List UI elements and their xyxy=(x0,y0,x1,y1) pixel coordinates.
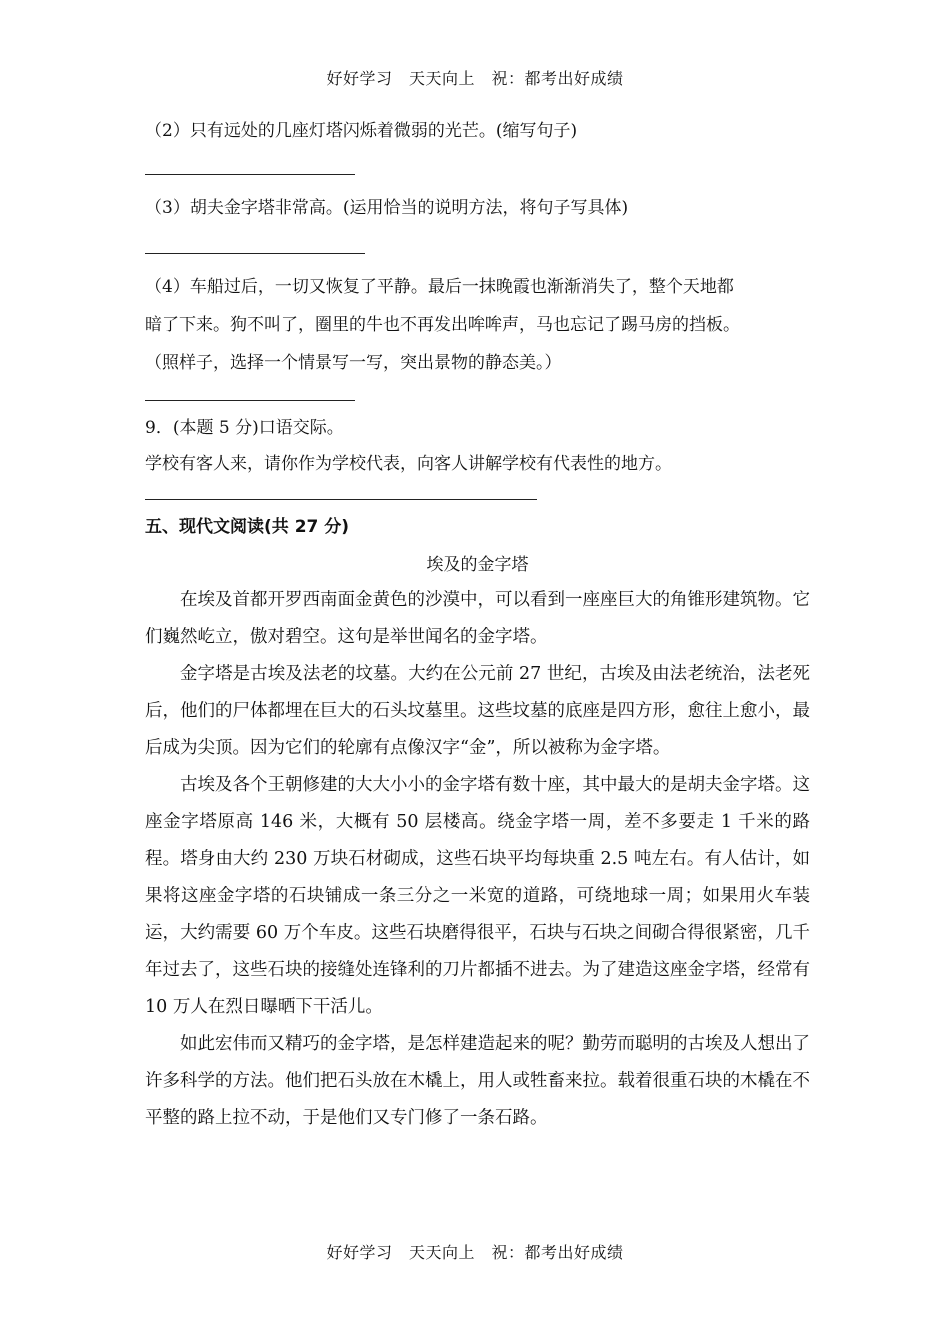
question-9-title: 9．(本题 5 分)口语交际。 xyxy=(145,418,344,438)
question-4-line-1: （4）车船过后，一切又恢复了平静。最后一抹晚霞也渐渐消失了，整个天地都 xyxy=(145,277,734,297)
answer-line-q3[interactable] xyxy=(145,253,365,254)
article-paragraph-2: 金字塔是古埃及法老的坟墓。大约在公元前 27 世纪，古埃及由法老统治，法老死后，他们的尸体都埋在巨大的石头坟墓里。这些坟墓的底座是四方形，愈往上愈小，最后成为尖顶。因为它们的轮廓有点像汉字“金”，所以被称为金字塔。 xyxy=(145,664,810,758)
question-3: （3）胡夫金字塔非常高。(运用恰当的说明方法，将句子写具体) xyxy=(145,198,629,218)
page-header: 好好学习 天天向上 祝：都考出好成绩 xyxy=(326,69,624,88)
article-paragraph-4: 如此宏伟而又精巧的金字塔，是怎样建造起来的呢？勤劳而聪明的古埃及人想出了许多科学的方法。他们把石头放在木橇上，用人或牲畜来拉。载着很重石块的木橇在不平整的路上拉不动，于是他们又专门修了一条石路。 xyxy=(145,1034,810,1128)
section-5-title: 五、现代文阅读(共 27 分) xyxy=(145,517,350,537)
article-paragraph-3: 古埃及各个王朝修建的大大小小的金字塔有数十座，其中最大的是胡夫金字塔。这座金字塔原高 146 米，大概有 50 层楼高。绕金字塔一周，差不多要走 1 千米的路程。塔身由大约 230 万块石材砌成，这些石块平均每块重 2.5 吨左右。有人估计，如果将这座金字塔的石块铺成一条三分之一米宽的道路，可绕地球一周；如果用火车装运，大约需要 60 万个车皮。这些石块磨得很平，石块与石块之间砌合得很紧密，几千年过去了，这些石块的接缝处连锋利的刀片都插不进去。为了建造这座金字塔，经常有 10 万人在烈日曝晒下干活儿。 xyxy=(145,775,810,1017)
article-paragraph-1: 在埃及首都开罗西南面金黄色的沙漠中，可以看到一座座巨大的角锥形建筑物。它们巍然屹立，傲对碧空。这句是举世闻名的金字塔。 xyxy=(145,590,810,647)
page-content xyxy=(145,118,810,1137)
question-4 xyxy=(145,268,810,382)
question-4-line-2: 暗了下来。狗不叫了，圈里的牛也不再发出哞哞声，马也忘记了踢马房的挡板。 xyxy=(145,315,740,335)
question-4-line-3: （照样子，选择一个情景写一写，突出景物的静态美。） xyxy=(145,353,562,373)
article-title: 埃及的金字塔 xyxy=(426,555,529,575)
page-footer: 好好学习 天天向上 祝：都考出好成绩 xyxy=(326,1243,624,1262)
answer-line-q4[interactable] xyxy=(145,400,355,401)
answer-line-q9[interactable] xyxy=(145,499,537,500)
article-body xyxy=(145,582,810,1137)
answer-line-q2[interactable] xyxy=(145,174,355,175)
question-9-prompt: 学校有客人来，请你作为学校代表，向客人讲解学校有代表性的地方。 xyxy=(145,454,672,474)
question-2: （2）只有远处的几座灯塔闪烁着微弱的光芒。(缩写句子) xyxy=(145,121,578,141)
